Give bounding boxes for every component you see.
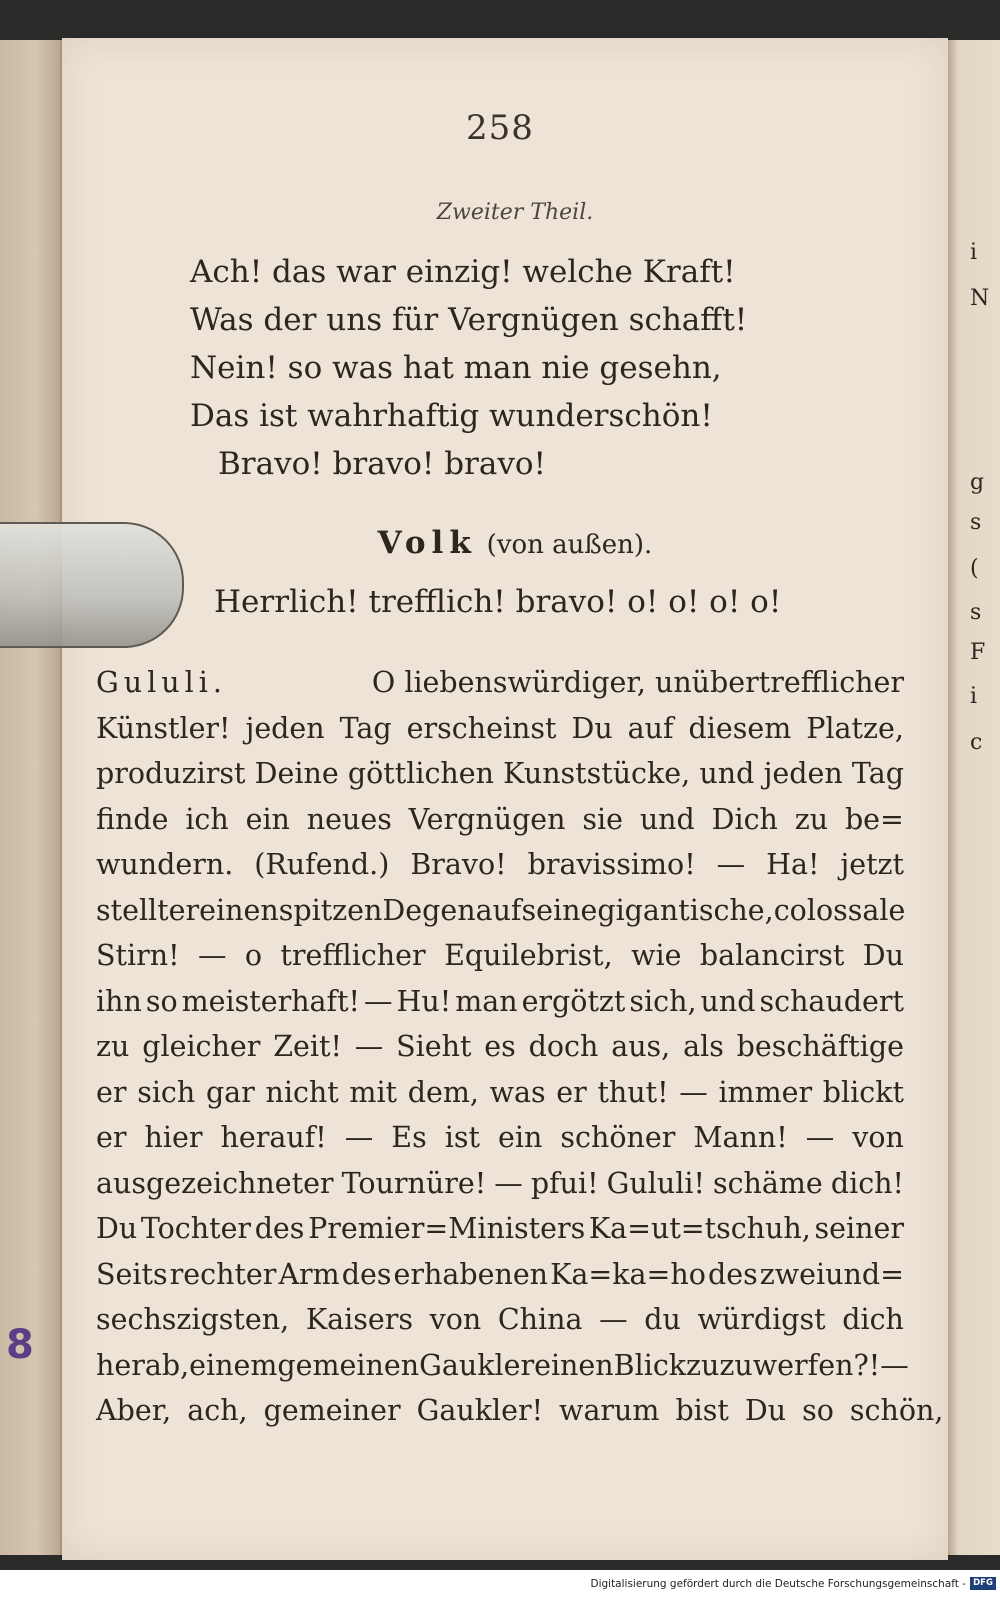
verse-line: Ach! das war einzig! welche Kraft! (190, 254, 736, 290)
prose-word: sie (582, 802, 623, 836)
prose-word: pfui! (530, 1166, 599, 1200)
verse-line: Das ist wahrhaftig wunderschön! (190, 398, 713, 434)
prose-word: Hu! (396, 984, 452, 1018)
prose-word: Gululi! (606, 1166, 705, 1200)
prose-word: warum (559, 1394, 660, 1427)
prose-word: Tag (851, 757, 904, 790)
prose-word: schön, (849, 1394, 944, 1427)
prose-line (96, 797, 904, 843)
prose-word: ich (185, 802, 229, 836)
prose-word: ein (498, 1121, 543, 1154)
prose-word: — (344, 1121, 374, 1154)
prose-word: (Rufend.) (254, 848, 390, 881)
prose-word: Degen (382, 893, 476, 927)
prose-word: — (880, 1348, 909, 1382)
prose-word: einem (189, 1348, 278, 1382)
prose-word: von (429, 1303, 482, 1336)
prose-word: China (497, 1303, 583, 1336)
prose-word: Du (571, 711, 613, 745)
prose-word: dich (842, 1303, 904, 1336)
prose-word: zuzuwerfen?! (686, 1348, 881, 1382)
prose-word: be= (844, 802, 904, 836)
prose-word: jeden (763, 757, 843, 790)
prose-word: ach, (187, 1394, 248, 1427)
prose-line (96, 1161, 904, 1207)
prose-word: Du (96, 1212, 138, 1245)
prose-line-text: O liebenswürdiger, unübertrefflicher (371, 666, 904, 699)
prose-word: bist (675, 1394, 729, 1427)
prose-word: Arm (278, 1257, 340, 1291)
prose-word: einen (199, 893, 279, 927)
prose-word: du (644, 1303, 681, 1336)
prose-word: jeden (245, 711, 325, 745)
prose-word: gemeiner (263, 1394, 401, 1427)
prose-word: man (455, 984, 518, 1018)
prose-word: er (96, 1075, 127, 1109)
prose-word: Mann! (693, 1121, 788, 1154)
prose-word: des (254, 1212, 305, 1245)
prose-word: ist (444, 1121, 480, 1154)
prose-word: so (802, 1394, 834, 1427)
prose-word: Sieht (396, 1030, 472, 1063)
prose-word: rechter (169, 1257, 277, 1291)
running-head: Zweiter Theil. (436, 200, 594, 225)
prose-word: wie (631, 939, 682, 972)
prose-word: Vergnügen (408, 802, 566, 836)
prose-word: gemeinen (277, 1348, 420, 1382)
prose-word: Tochter (140, 1212, 252, 1245)
prose-word: Stirn! (96, 939, 180, 972)
prose-word: und (699, 757, 755, 790)
chorus-line: Herrlich! trefflich! bravo! o! o! o! o! (214, 584, 782, 620)
prose-word: ergötzt (521, 984, 626, 1018)
prose-word: Blick (613, 1348, 687, 1382)
prose-word: — (364, 984, 393, 1018)
prose-word: herauf! (220, 1121, 327, 1154)
prose-word: — (599, 1303, 628, 1336)
prose-word: immer (718, 1075, 813, 1109)
prose-line (96, 751, 904, 797)
prose-word: — (716, 848, 746, 881)
margin-char: ( (970, 556, 979, 581)
margin-char: c (970, 730, 983, 755)
prose-word: Gaukler! (416, 1394, 544, 1427)
prose-word: so (145, 984, 178, 1018)
prose-word: doch (528, 1030, 599, 1063)
prose-word: sich (137, 1075, 196, 1109)
prose-word: Bravo! (410, 848, 507, 881)
prose-word: Kunststücke, (503, 757, 691, 790)
prose-word: ein (245, 802, 290, 836)
prose-word: trefflicher (280, 939, 426, 972)
verse-line: Was der uns für Vergnügen schafft! (190, 302, 748, 338)
prose-line (96, 1115, 904, 1161)
prose-word: was (489, 1075, 546, 1109)
prose-word: bravissimo! (527, 848, 696, 881)
prose-word: hier (144, 1121, 203, 1154)
prose-word: Seits (96, 1257, 168, 1291)
prose-word: schaudert (759, 984, 904, 1018)
prose-word: schöner (560, 1121, 676, 1154)
prose-word: er (168, 893, 200, 927)
prose-word: Ka=ka=ho (550, 1257, 706, 1291)
prose-word: erhabenen (393, 1257, 549, 1291)
prose-word: Gaukler (419, 1348, 535, 1382)
prose-word: er (556, 1075, 587, 1109)
prose-word: als (683, 1030, 724, 1063)
prose-word: diesem (688, 711, 792, 745)
verse-line: Bravo! bravo! bravo! (218, 446, 546, 482)
prose-word: — (805, 1121, 835, 1154)
prose-word: er (96, 1121, 127, 1154)
prose-word: neues (306, 802, 392, 836)
prose-word: sechszigsten, (96, 1303, 290, 1336)
prose-word: — (679, 1075, 708, 1109)
prose-line (96, 1024, 904, 1070)
prose-line (96, 1252, 904, 1298)
prose-word: sich, (629, 984, 697, 1018)
prose-word: — (494, 1166, 523, 1200)
margin-char: F (970, 640, 986, 665)
prose-word: des (341, 1257, 392, 1291)
prose-word: dem, (407, 1075, 479, 1109)
prose-line (96, 979, 904, 1025)
prose-word: es (484, 1030, 516, 1063)
prose-word: Tag (339, 711, 392, 745)
margin-char: g (970, 470, 985, 495)
prose-word: herab, (96, 1348, 190, 1382)
prose-word: colossale (773, 893, 906, 927)
prose-word: spitzen (278, 893, 383, 927)
prose-word: göttlichen (347, 757, 494, 790)
prose-line (96, 1206, 904, 1252)
prose-word: Tournüre! (341, 1166, 487, 1200)
dfg-logo: DFG (970, 1577, 996, 1590)
prose-word: gar (205, 1075, 255, 1109)
prose-word: nicht (265, 1075, 339, 1109)
prose-word: würdigst (697, 1303, 826, 1336)
prose-word: gigantische, (597, 893, 774, 927)
chorus-speaker: Volk (377, 525, 477, 561)
prose-word: des (707, 1257, 758, 1291)
prose-word: einen (534, 1348, 614, 1382)
prose-line (96, 1297, 904, 1343)
prose-word: zu (794, 802, 829, 836)
bookmark-clip (0, 522, 184, 648)
prose-speaker: Gululi. (96, 666, 227, 699)
prose-word: erscheinst (406, 711, 557, 745)
prose-word: aus, (611, 1030, 671, 1063)
prose-word: stellt (96, 893, 169, 927)
margin-char: i (970, 684, 978, 709)
prose-word: und (639, 802, 695, 836)
prose-word: Künstler! (96, 711, 231, 745)
page-number: 258 (466, 108, 534, 148)
prose-word: Du (744, 1394, 787, 1427)
prose-word: wundern. (96, 848, 234, 881)
prose-word: Ka=ut=tschuh, (588, 1212, 811, 1245)
prose-word: dich! (830, 1166, 904, 1200)
library-stamp: 8 (6, 1322, 34, 1368)
prose-line (96, 660, 904, 706)
prose-word: — (354, 1030, 384, 1063)
prose-line (96, 842, 904, 888)
next-page-edge (948, 40, 1000, 1555)
margin-char: s (970, 600, 982, 625)
digitization-credit: Digitalisierung gefördert durch die Deutsche Forschungsgemeinschaft - (590, 1578, 966, 1590)
prose-word: Equilebrist, (444, 939, 613, 972)
prose-line (96, 1070, 904, 1116)
prose-word: thut! (597, 1075, 669, 1109)
prose-word: balancirst (699, 939, 845, 972)
prose-word: schäme (712, 1166, 823, 1200)
prose-word: Du (862, 939, 904, 972)
prose-word: finde (96, 802, 169, 836)
prose-word: Aber, (96, 1394, 172, 1427)
prose-word: ihn (96, 984, 142, 1018)
prose-word: meisterhaft! (181, 984, 361, 1018)
prose-word: auf (627, 711, 674, 745)
prose-line (96, 1388, 944, 1434)
margin-char: s (970, 510, 982, 535)
prose-word: Platze, (806, 711, 904, 745)
prose-word: Ha! (766, 848, 820, 881)
prose-word: Premier=Ministers (308, 1212, 586, 1245)
prose-word: mit (349, 1075, 398, 1109)
prose-word: seiner (814, 1212, 904, 1245)
margin-char: i (970, 240, 978, 265)
prose-word: Deine (254, 757, 339, 790)
verse-line: Nein! so was hat man nie gesehn, (190, 350, 722, 386)
prose-word: seine (521, 893, 598, 927)
prose-line (96, 888, 904, 934)
prose-word: von (852, 1121, 904, 1154)
prose-line (96, 706, 904, 752)
prose-word: zweiund= (759, 1257, 904, 1291)
prose-word: Dich (711, 802, 778, 836)
prose-word: und (700, 984, 756, 1018)
prose-word: blickt (822, 1075, 904, 1109)
prose-block (96, 660, 944, 1434)
prose-word: jetzt (840, 848, 904, 881)
prose-word: — (197, 939, 227, 972)
prose-word: gleicher (142, 1030, 261, 1063)
prose-word: beschäftige (736, 1030, 904, 1063)
prose-line (96, 1343, 909, 1389)
stage-direction: (von außen). (486, 530, 653, 560)
prose-line (96, 933, 904, 979)
prose-word: Zeit! (273, 1030, 342, 1063)
prose-word: o (244, 939, 263, 972)
prose-word: produzirst (96, 757, 246, 790)
prose-word: zu (96, 1030, 130, 1063)
prose-word: Kaisers (305, 1303, 413, 1336)
prose-word: auf (475, 893, 522, 927)
prose-word: ausgezeichneter (96, 1166, 334, 1200)
prose-word: Es (391, 1121, 427, 1154)
margin-char: N (970, 286, 990, 311)
